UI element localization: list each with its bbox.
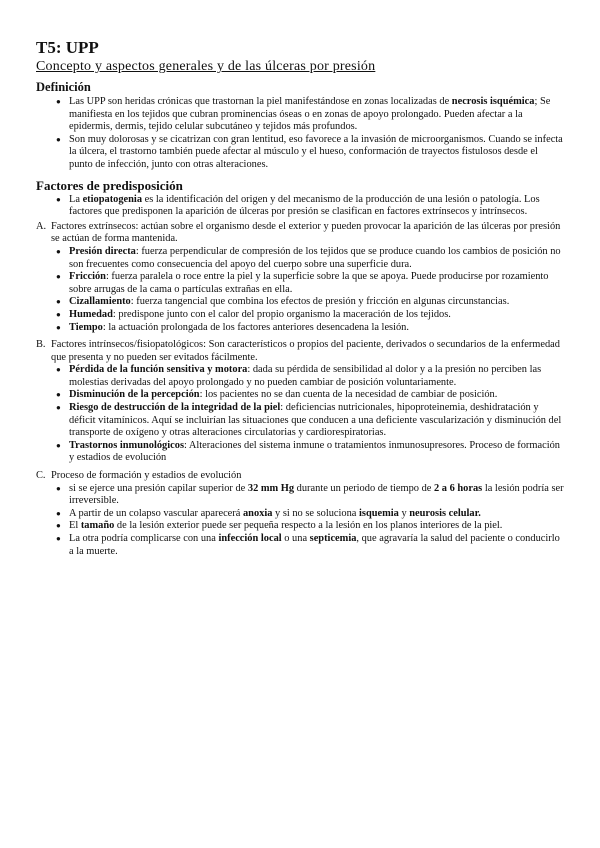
section-a-list [36, 246, 564, 334]
list-item: ● Cizallamiento: fuerza tangencial que combina los efectos de presión y fricción en algunas circunstancias. [36, 296, 564, 309]
definicion-heading: Definición [36, 80, 91, 94]
section-a-marker: A. [36, 220, 47, 232]
definicion-list [36, 96, 564, 172]
list-item: ● El tamaño de la lesión exterior puede ser pequeña respecto a la lesión en los planos interiores de la piel. [36, 520, 564, 533]
factores-intro-list [36, 194, 564, 219]
section-a-text: Factores extrínsecos: actúan sobre el organismo desde el exterior y pueden provocar la aparición de las úlceras por presión se actúan de forma mantenida. [51, 220, 561, 245]
list-item: ● Las UPP son heridas crónicas que trastornan la piel manifestándose en zonas localizadas de necrosis isquémica; Se manifiesta en los tejidos que cubran prominencias óseas o en zonas de apoyo prolongado. Pueden afectar a la epidermis, dermis, tejido celular subcutáneo y tejidos más profundos. [36, 96, 564, 134]
list-item: ● si se ejerce una presión capilar superior de 32 mm Hg durante un periodo de tiempo de 2 a 6 horas la lesión podría ser irreversible. [36, 483, 564, 508]
section-c-list [36, 483, 564, 559]
section-b-text: Factores intrínsecos/fisiopatológicos: Son característicos o propios del paciente, derivados o secundarios de la enfermedad que presenta y no pueden ser evitados fácilmente. [51, 339, 560, 363]
list-item: ● Trastornos inmunológicos: Alteraciones del sistema inmune o tratamientos inmunosupresores. Proceso de formación y estadios de evolución [36, 440, 564, 465]
list-item: ● Son muy dolorosas y se cicatrizan con gran lentitud, eso favorece a la invasión de microorganismos. Cuando se infecta la úlcera, el trastorno también puede afectar al músculo y el hueso, conformación de trayectos fistulosos desde el punto de infección, junto con otras alteraciones. [36, 134, 564, 172]
section-c [36, 470, 564, 483]
section-c-marker: C. [36, 470, 46, 482]
list-item: ● Tiempo: la actuación prolongada de los factores anteriores desencadena la lesión. [36, 322, 564, 335]
factores-heading: Factores de predisposición [36, 177, 183, 193]
list-item: ● Humedad: predispone junto con el calor del propio organismo la maceración de los tejidos. [36, 309, 564, 322]
list-item: ● A partir de un colapso vascular aparecerá anoxia y si no se soluciona isquemia y neurosis celular. [36, 508, 564, 521]
list-item: ● Fricción: fuerza paralela o roce entre la piel y la superficie sobre la que se apoya. Puede producirse por rozamiento sobre arrugas de la cama o partículas extrañas en ella. [36, 271, 564, 296]
list-item: ● Disminución de la percepción: los pacientes no se dan cuenta de la necesidad de cambiar de posición. [36, 389, 564, 402]
page-subtitle: Concepto y aspectos generales y de las úlceras por presión [36, 59, 376, 74]
list-item: ● Presión directa: fuerza perpendicular de compresión de los tejidos que se produce cuando los cambios de posición no son frecuentes como consecuencia del apoyo del cuerpo sobre una superficie dura. [36, 246, 564, 271]
page-title: T5: UPP [36, 38, 99, 57]
list-item: ● Pérdida de la función sensitiva y motora: dada su pérdida de sensibilidad al dolor y a la presión no perciben las molestias derivadas del apoyo prolongado y no pueden cambiar de posición voluntariamente. [36, 364, 564, 389]
document-page [36, 38, 564, 558]
section-b-marker: B. [36, 339, 46, 351]
list-item: ● La otra podría complicarse con una infección local o una septicemia, que agravaría la salud del paciente o conducirlo a la muerte. [36, 533, 564, 558]
section-b [36, 339, 564, 364]
list-item: ● La etiopatogenia es la identificación del origen y del mecanismo de la producción de una lesión o patología. Los factores que predisponen la aparición de úlceras por presión se clasifican en factores extrínsecos y intrínsecos. [36, 194, 564, 219]
section-c-text: Proceso de formación y estadios de evolución [51, 470, 242, 482]
list-item: ● Riesgo de destrucción de la integridad de la piel: deficiencias nutricionales, hipoproteinemia, deshidratación y déficit vitamínicos. Aquí se incluirían las situaciones que conducen a una deficiente vascularización y disminución del transporte de oxígeno y otras alteraciones circulatorias y cardiorespiratorias. [36, 402, 564, 440]
section-b-list [36, 364, 564, 465]
section-a [36, 221, 564, 246]
